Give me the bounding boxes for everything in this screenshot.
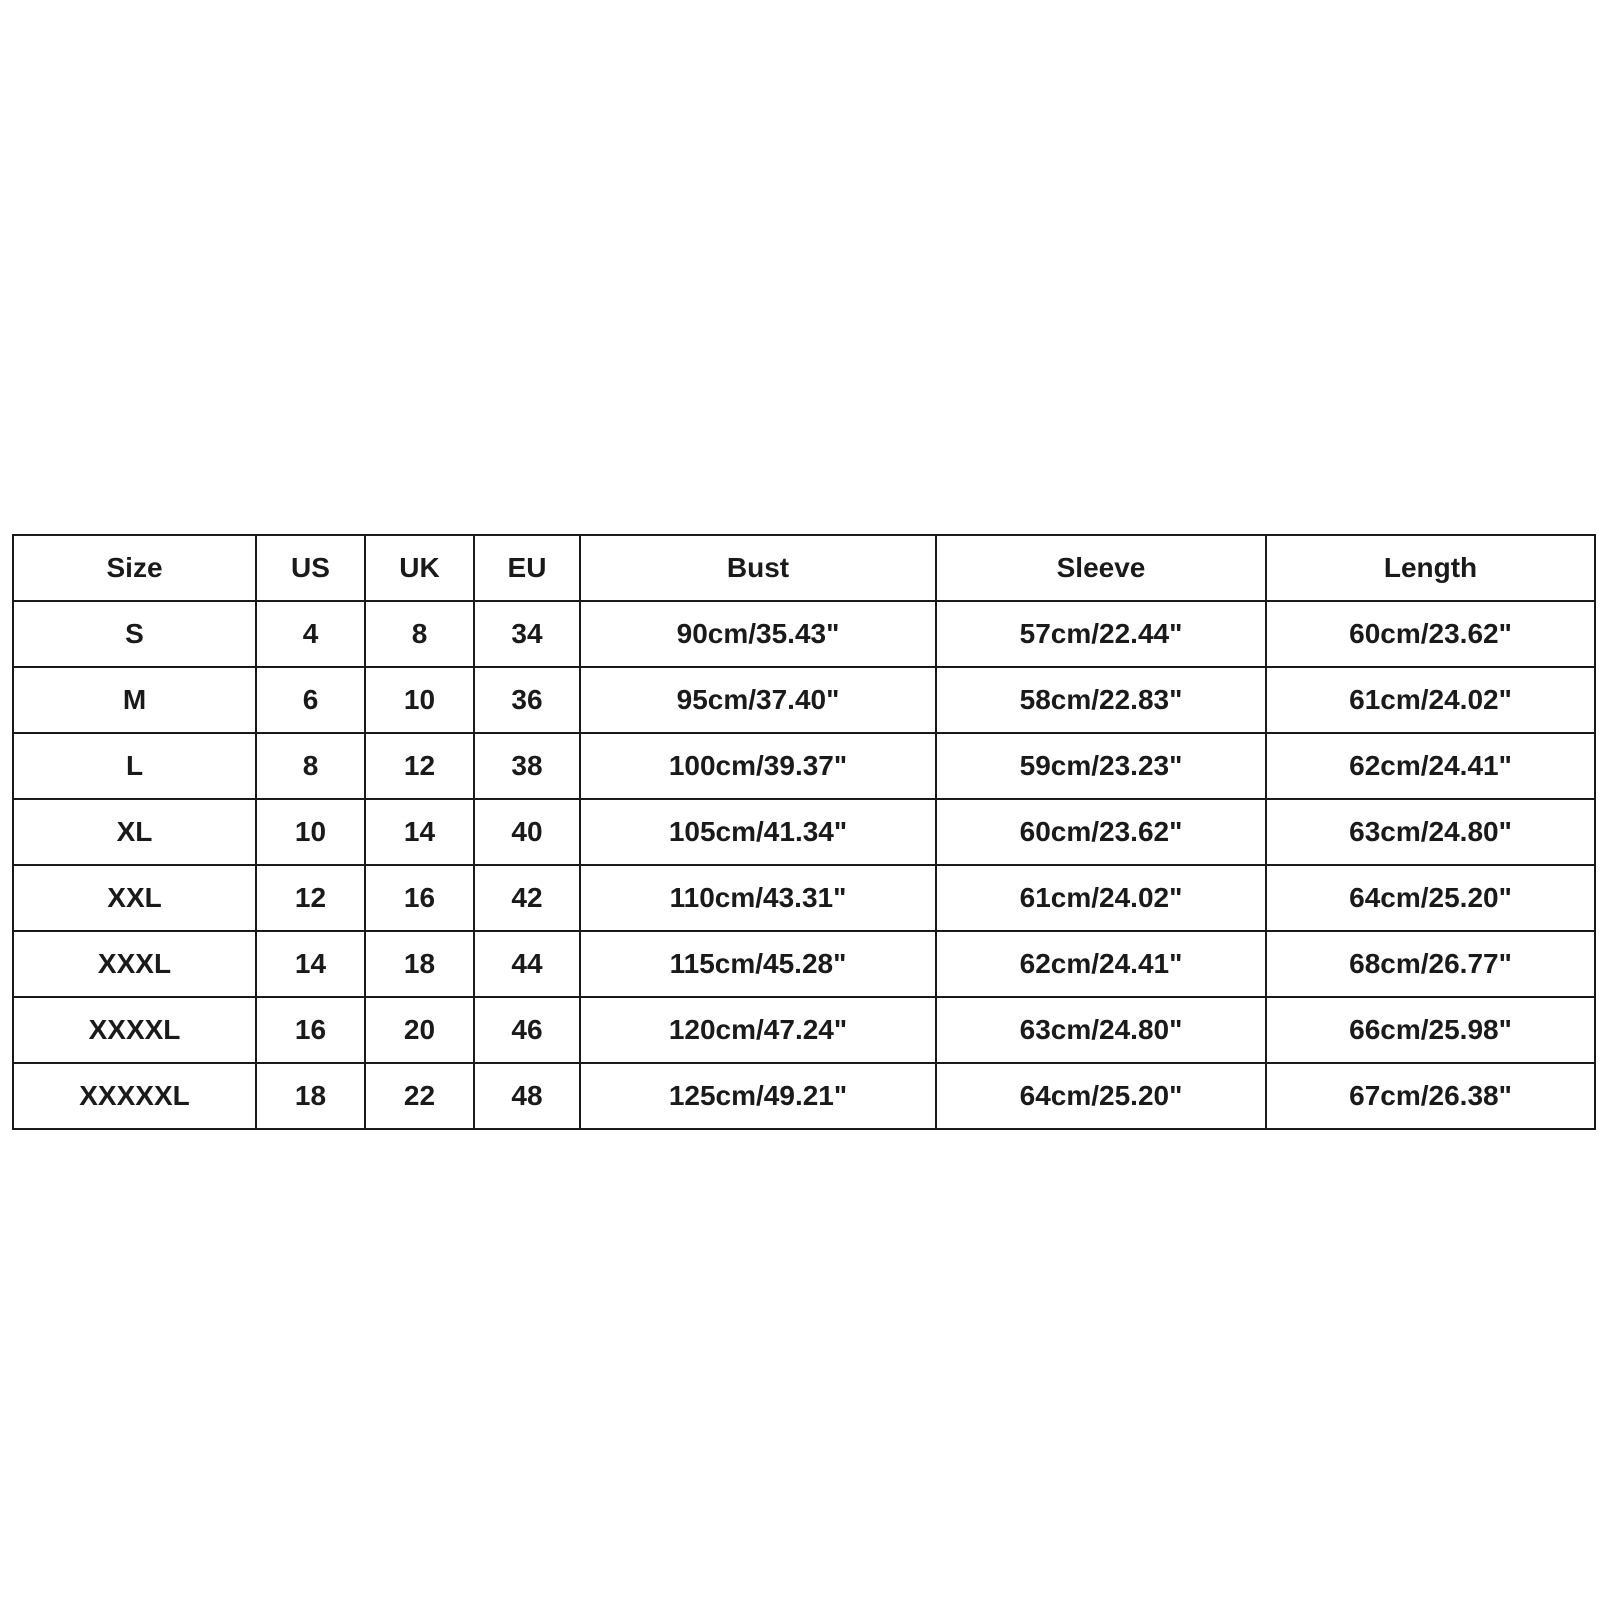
cell-us: 8 [256, 733, 365, 799]
cell-size: M [13, 667, 256, 733]
header-bust: Bust [580, 535, 936, 601]
cell-sleeve: 57cm/22.44" [936, 601, 1266, 667]
cell-sleeve: 61cm/24.02" [936, 865, 1266, 931]
cell-size: XXXXXL [13, 1063, 256, 1129]
cell-uk: 10 [365, 667, 474, 733]
cell-us: 16 [256, 997, 365, 1063]
header-us: US [256, 535, 365, 601]
cell-length: 62cm/24.41" [1266, 733, 1595, 799]
cell-length: 66cm/25.98" [1266, 997, 1595, 1063]
cell-length: 64cm/25.20" [1266, 865, 1595, 931]
cell-us: 4 [256, 601, 365, 667]
header-size: Size [13, 535, 256, 601]
cell-sleeve: 62cm/24.41" [936, 931, 1266, 997]
table-row [13, 601, 1595, 667]
cell-eu: 34 [474, 601, 580, 667]
header-row [13, 535, 1595, 601]
cell-size: XXXL [13, 931, 256, 997]
cell-us: 12 [256, 865, 365, 931]
cell-uk: 22 [365, 1063, 474, 1129]
table-row [13, 1063, 1595, 1129]
header-eu: EU [474, 535, 580, 601]
table-row [13, 997, 1595, 1063]
cell-us: 10 [256, 799, 365, 865]
cell-uk: 20 [365, 997, 474, 1063]
table-row [13, 799, 1595, 865]
cell-sleeve: 63cm/24.80" [936, 997, 1266, 1063]
cell-eu: 48 [474, 1063, 580, 1129]
cell-length: 63cm/24.80" [1266, 799, 1595, 865]
cell-sleeve: 60cm/23.62" [936, 799, 1266, 865]
cell-size: L [13, 733, 256, 799]
cell-size: XXXXL [13, 997, 256, 1063]
cell-sleeve: 58cm/22.83" [936, 667, 1266, 733]
cell-eu: 38 [474, 733, 580, 799]
table-row [13, 667, 1595, 733]
cell-bust: 105cm/41.34" [580, 799, 936, 865]
cell-bust: 100cm/39.37" [580, 733, 936, 799]
cell-bust: 95cm/37.40" [580, 667, 936, 733]
cell-us: 6 [256, 667, 365, 733]
table-row [13, 733, 1595, 799]
cell-uk: 18 [365, 931, 474, 997]
cell-sleeve: 64cm/25.20" [936, 1063, 1266, 1129]
cell-eu: 42 [474, 865, 580, 931]
header-uk: UK [365, 535, 474, 601]
cell-bust: 125cm/49.21" [580, 1063, 936, 1129]
header-length: Length [1266, 535, 1595, 601]
header-sleeve: Sleeve [936, 535, 1266, 601]
cell-size: S [13, 601, 256, 667]
cell-bust: 120cm/47.24" [580, 997, 936, 1063]
cell-uk: 12 [365, 733, 474, 799]
cell-size: XXL [13, 865, 256, 931]
cell-length: 61cm/24.02" [1266, 667, 1595, 733]
cell-bust: 110cm/43.31" [580, 865, 936, 931]
cell-length: 67cm/26.38" [1266, 1063, 1595, 1129]
cell-us: 14 [256, 931, 365, 997]
cell-uk: 8 [365, 601, 474, 667]
cell-bust: 115cm/45.28" [580, 931, 936, 997]
cell-length: 60cm/23.62" [1266, 601, 1595, 667]
cell-bust: 90cm/35.43" [580, 601, 936, 667]
cell-length: 68cm/26.77" [1266, 931, 1595, 997]
cell-us: 18 [256, 1063, 365, 1129]
table-row [13, 865, 1595, 931]
cell-uk: 16 [365, 865, 474, 931]
cell-size: XL [13, 799, 256, 865]
cell-eu: 36 [474, 667, 580, 733]
cell-eu: 40 [474, 799, 580, 865]
cell-eu: 44 [474, 931, 580, 997]
size-chart-table [12, 534, 1596, 1130]
cell-eu: 46 [474, 997, 580, 1063]
cell-sleeve: 59cm/23.23" [936, 733, 1266, 799]
table-row [13, 931, 1595, 997]
cell-uk: 14 [365, 799, 474, 865]
